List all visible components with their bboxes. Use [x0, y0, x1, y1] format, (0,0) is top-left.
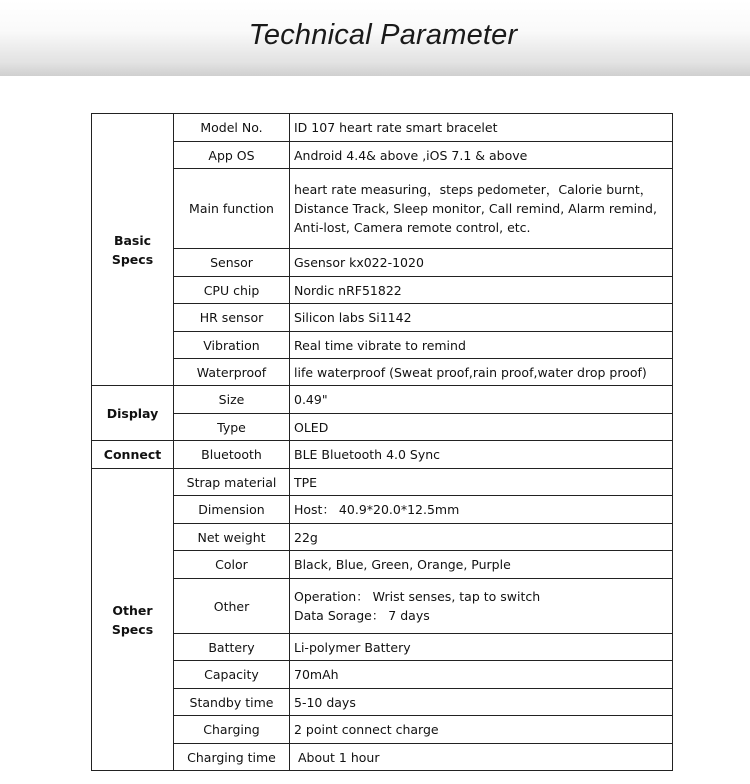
param-value: TPE — [290, 469, 673, 496]
group-label-connect: Connect — [92, 441, 174, 469]
table-row — [92, 414, 673, 441]
param-value: Operation： Wrist senses, tap to switch Data Sorage： 7 days — [290, 579, 673, 634]
table-row — [92, 689, 673, 716]
param-value: 2 point connect charge — [290, 716, 673, 744]
param-name: Battery — [174, 634, 290, 661]
param-value: BLE Bluetooth 4.0 Sync — [290, 441, 673, 469]
table-row — [92, 744, 673, 771]
table-row — [92, 359, 673, 386]
param-name: Waterproof — [174, 359, 290, 386]
param-value: 5-10 days — [290, 689, 673, 716]
table-row — [92, 441, 673, 469]
param-name: Type — [174, 414, 290, 441]
param-name: Color — [174, 551, 290, 579]
param-name: Charging time — [174, 744, 290, 771]
table-row — [92, 579, 673, 634]
param-value: heart rate measuring，steps pedometer，Calorie burnt， Distance Track, Sleep monitor, Call remind, Alarm remind, Anti-lost, Camera remote control, etc. — [290, 169, 673, 249]
param-value: OLED — [290, 414, 673, 441]
param-name: Main function — [174, 169, 290, 249]
param-value: life waterproof (Sweat proof,rain proof,water drop proof) — [290, 359, 673, 386]
table-row — [92, 169, 673, 249]
param-value: ID 107 heart rate smart bracelet — [290, 114, 673, 142]
page-title: Technical Parameter — [248, 19, 518, 51]
param-value: Li-polymer Battery — [290, 634, 673, 661]
table-row — [92, 469, 673, 496]
param-value: Black, Blue, Green, Orange, Purple — [290, 551, 673, 579]
table-row — [92, 249, 673, 277]
param-name: Vibration — [174, 332, 290, 359]
table-row — [92, 142, 673, 169]
param-name: Bluetooth — [174, 441, 290, 469]
group-label-basic-specs: Basic Specs — [92, 114, 174, 386]
param-name: App OS — [174, 142, 290, 169]
table-row — [92, 304, 673, 332]
param-value: Gsensor kx022-1020 — [290, 249, 673, 277]
param-value: Nordic nRF51822 — [290, 277, 673, 304]
param-value: Android 4.4& above ,iOS 7.1 & above — [290, 142, 673, 169]
param-value: 70mAh — [290, 661, 673, 689]
param-name: Size — [174, 386, 290, 414]
table-row — [92, 524, 673, 551]
table-row — [92, 277, 673, 304]
param-name: Capacity — [174, 661, 290, 689]
param-value: Host： 40.9*20.0*12.5mm — [290, 496, 673, 524]
param-name: Model No. — [174, 114, 290, 142]
table-row — [92, 386, 673, 414]
table-row — [92, 661, 673, 689]
param-value: 22g — [290, 524, 673, 551]
param-name: Charging — [174, 716, 290, 744]
param-value: About 1 hour — [290, 744, 673, 771]
param-value: Real time vibrate to remind — [290, 332, 673, 359]
param-name: Net weight — [174, 524, 290, 551]
table-row — [92, 114, 673, 142]
param-name: Standby time — [174, 689, 290, 716]
table-row — [92, 551, 673, 579]
table-row — [92, 716, 673, 744]
param-name: HR sensor — [174, 304, 290, 332]
table-row — [92, 332, 673, 359]
param-name: Dimension — [174, 496, 290, 524]
spec-table — [91, 113, 673, 771]
group-label-display: Display — [92, 386, 174, 441]
param-value: Silicon labs Si1142 — [290, 304, 673, 332]
param-name: Sensor — [174, 249, 290, 277]
table-row — [92, 634, 673, 661]
table-row — [92, 496, 673, 524]
param-name: Strap material — [174, 469, 290, 496]
param-name: CPU chip — [174, 277, 290, 304]
title-banner-shade — [0, 62, 750, 76]
group-label-other-specs: Other Specs — [92, 469, 174, 771]
param-name: Other — [174, 579, 290, 634]
param-value: 0.49" — [290, 386, 673, 414]
